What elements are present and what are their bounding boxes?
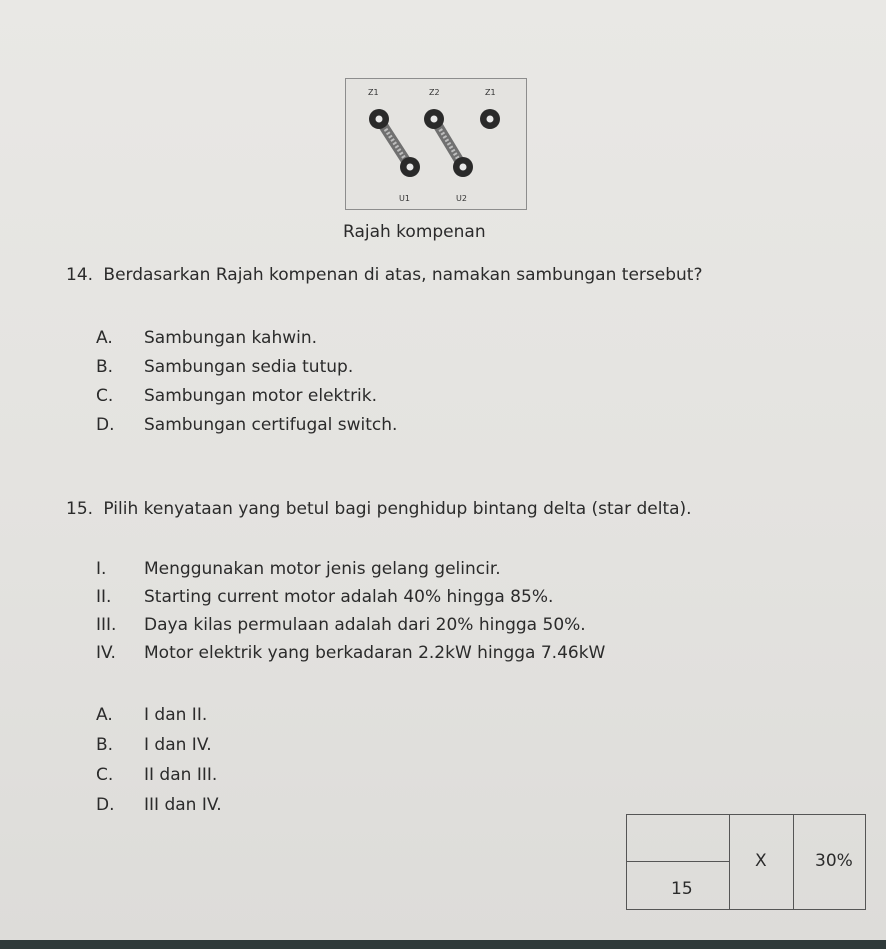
label-z2: Z2 <box>429 88 440 97</box>
label-u1: U1 <box>399 194 410 203</box>
question-number: 14. <box>66 265 94 285</box>
label-z1-left: Z1 <box>368 88 379 97</box>
option-letter: C. <box>96 765 114 785</box>
option-letter: B. <box>96 357 114 377</box>
statement-text: Motor elektrik yang berkadaran 2.2kW hingga 7.46kW <box>144 643 606 663</box>
option-text: III dan IV. <box>144 795 222 815</box>
option-text: Sambungan certifugal switch. <box>144 415 398 435</box>
component-diagram <box>345 78 527 210</box>
option-text: Sambungan sedia tutup. <box>144 357 354 377</box>
marks-table <box>626 814 866 910</box>
option-letter: D. <box>96 795 115 815</box>
statement-number: III. <box>96 615 117 635</box>
statement-text: Menggunakan motor jenis gelang gelincir. <box>144 559 501 579</box>
statement-text: Starting current motor adalah 40% hingga 85%. <box>144 587 554 607</box>
option-text: I dan II. <box>144 705 208 725</box>
question-15 <box>66 499 692 519</box>
label-u2: U2 <box>456 194 467 203</box>
statement-number: I. <box>96 559 107 579</box>
table-divider <box>729 815 730 909</box>
bottom-edge <box>0 940 886 949</box>
option-letter: B. <box>96 735 114 755</box>
terminal-hole <box>460 164 467 171</box>
question-number: 15. <box>66 499 94 519</box>
table-divider <box>793 815 794 909</box>
statement-text: Daya kilas permulaan adalah dari 20% hingga 50%. <box>144 615 586 635</box>
marks-cell-percent: 30% <box>815 851 853 871</box>
option-text: II dan III. <box>144 765 218 785</box>
label-z1-right: Z1 <box>485 88 496 97</box>
option-text: Sambungan kahwin. <box>144 328 318 348</box>
diagram-caption: Rajah kompenan <box>343 222 486 242</box>
statement-number: II. <box>96 587 112 607</box>
terminal-hole <box>431 116 438 123</box>
option-letter: A. <box>96 705 113 725</box>
marks-cell-score: 15 <box>671 879 693 899</box>
option-text: I dan IV. <box>144 735 212 755</box>
marks-cell-x: X <box>755 851 767 871</box>
option-letter: A. <box>96 328 113 348</box>
question-14 <box>66 265 702 285</box>
option-letter: C. <box>96 386 114 406</box>
terminal-hole <box>376 116 383 123</box>
statement-number: IV. <box>96 643 116 663</box>
table-divider <box>627 861 729 862</box>
terminal-hole <box>407 164 414 171</box>
option-text: Sambungan motor elektrik. <box>144 386 378 406</box>
question-text: Pilih kenyataan yang betul bagi penghidup bintang delta (star delta). <box>103 499 692 519</box>
terminal-hole <box>487 116 494 123</box>
option-letter: D. <box>96 415 115 435</box>
question-text: Berdasarkan Rajah kompenan di atas, namakan sambungan tersebut? <box>103 265 703 285</box>
